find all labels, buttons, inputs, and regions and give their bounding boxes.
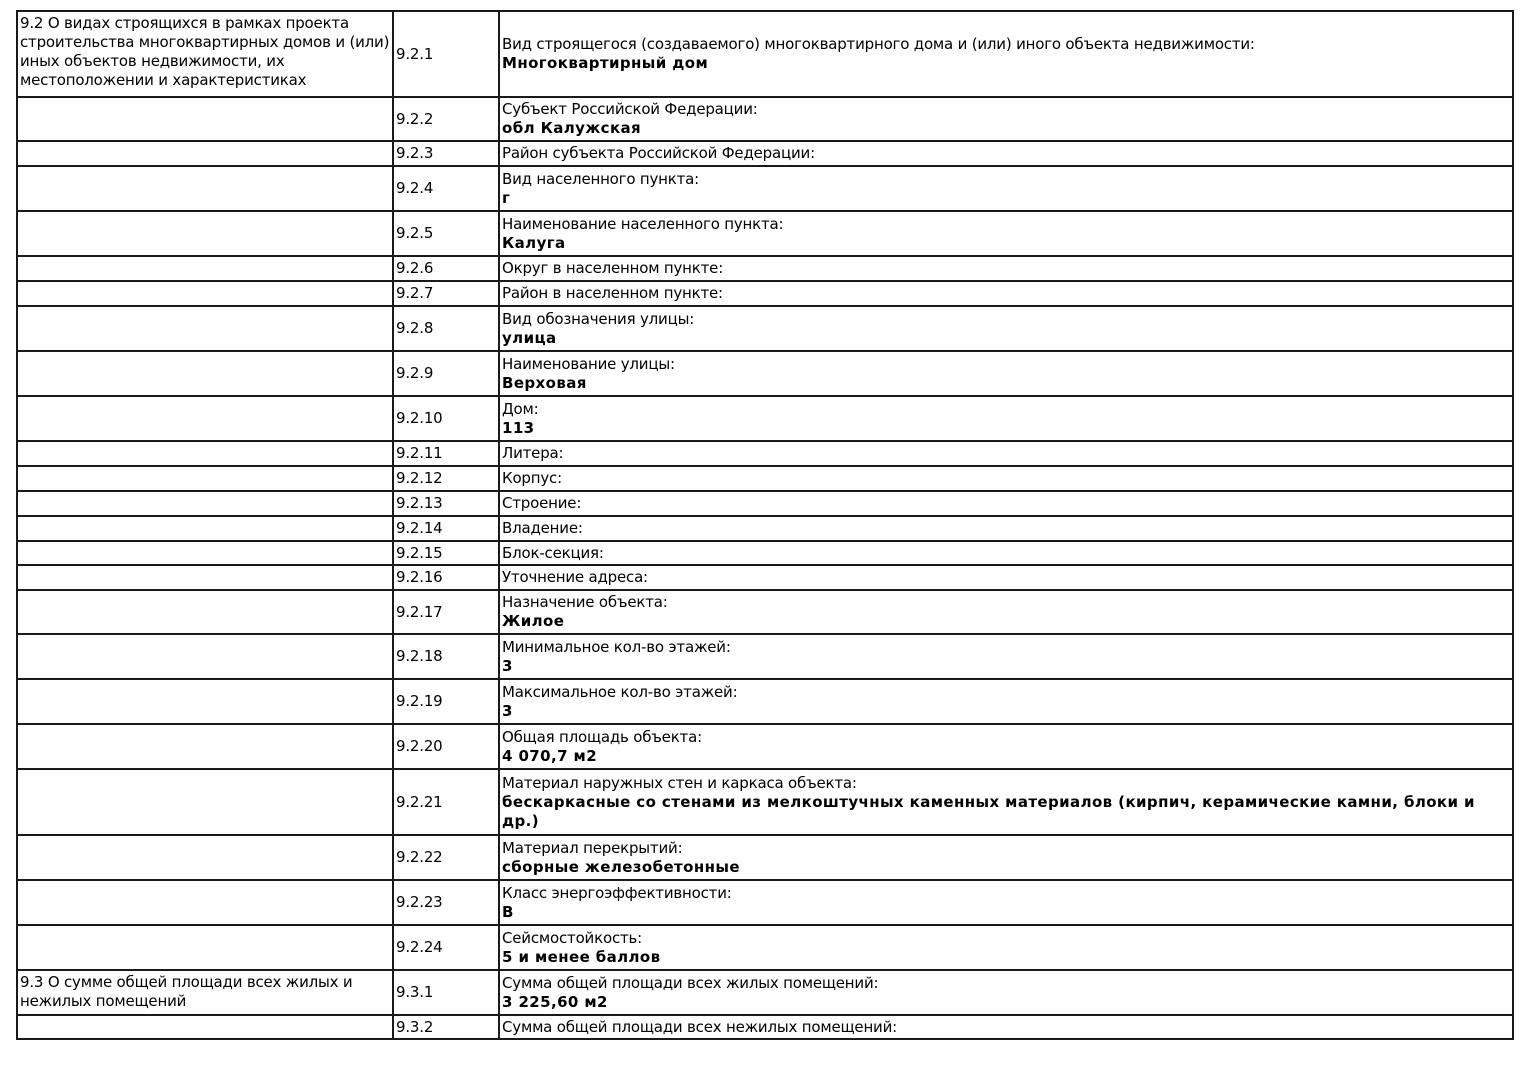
item-content-cell [499,141,1513,166]
item-content-cell [499,441,1513,466]
table-row [17,491,1513,516]
item-content-cell [499,724,1513,769]
field-value: В [502,902,514,921]
item-content-cell [499,565,1513,590]
table-row [17,441,1513,466]
field-value: 3 [502,701,513,720]
field-label: Материал наружных стен и каркаса объекта: [502,773,857,792]
item-code-cell: 9.2.21 [393,769,499,835]
table-row [17,724,1513,769]
section-title-cell [17,925,393,970]
table-row [17,590,1513,634]
field-label: Назначение объекта: [502,593,668,611]
table-row [17,211,1513,256]
item-content-cell [499,970,1513,1015]
section-title-cell [17,491,393,516]
item-code-cell: 9.2.16 [393,565,499,590]
field-label: Общая площадь объекта: [502,727,702,746]
item-code-cell: 9.2.24 [393,925,499,970]
section-title-cell [17,769,393,835]
section-title-cell [17,1015,393,1039]
table-row [17,351,1513,396]
field-label: Наименование населенного пункта: [502,214,784,233]
table-row [17,466,1513,491]
field-value: Калуга [502,233,566,252]
item-code-cell: 9.2.6 [393,256,499,281]
section-title-cell [17,396,393,441]
field-label: Корпус: [502,469,562,487]
item-code-cell: 9.2.14 [393,516,499,541]
table-row [17,541,1513,565]
field-label: Материал перекрытий: [502,838,683,857]
section-title-cell [17,634,393,679]
table-row [17,11,1513,97]
field-value: Многоквартирный дом [502,54,709,72]
item-code-cell: 9.2.4 [393,166,499,211]
section-title-cell [17,351,393,396]
field-value: Верховая [502,373,587,392]
section-title-cell [17,441,393,466]
item-content-cell [499,281,1513,306]
section-title-cell [17,679,393,724]
section-title-cell [17,306,393,351]
item-code-cell: 9.2.17 [393,590,499,634]
item-content-cell [499,306,1513,351]
item-code-cell: 9.2.3 [393,141,499,166]
section-title-cell [17,141,393,166]
item-code-cell: 9.2.18 [393,634,499,679]
field-value: 3 225,60 м2 [502,992,608,1011]
section-title-cell: 9.2 О видах строящихся в рамках проекта строительства многоквартирных домов и (или) иных объектов недвижимости, их местоположении и характеристиках [17,11,393,97]
item-content-cell [499,11,1513,97]
section-title-cell [17,281,393,306]
field-label: Строение: [502,494,582,512]
table-row [17,141,1513,166]
item-content-cell [499,466,1513,491]
item-content-cell [499,679,1513,724]
field-value: улица [502,328,557,347]
item-code-cell: 9.3.2 [393,1015,499,1039]
item-code-cell: 9.2.11 [393,441,499,466]
section-title-cell: 9.3 О сумме общей площади всех жилых и нежилых помещений [17,970,393,1015]
field-value: обл Калужская [502,119,642,137]
item-code-cell: 9.2.23 [393,880,499,925]
table-row [17,1015,1513,1039]
item-content-cell [499,396,1513,441]
item-code-cell: 9.2.1 [393,11,499,97]
field-label: Минимальное кол-во этажей: [502,637,731,656]
item-code-cell: 9.2.9 [393,351,499,396]
field-label: Район в населенном пункте: [502,284,723,302]
table-row [17,769,1513,835]
item-content-cell [499,256,1513,281]
section-title-cell [17,466,393,491]
section-title-cell [17,541,393,565]
table-row [17,880,1513,925]
field-value: г [502,188,511,207]
field-value: 113 [502,418,535,437]
table-row [17,396,1513,441]
item-content-cell [499,541,1513,565]
field-label: Субъект Российской Федерации: [502,100,758,118]
field-label: Округ в населенном пункте: [502,259,724,277]
item-content-cell [499,351,1513,396]
section-title-cell [17,835,393,880]
item-content-cell [499,97,1513,141]
field-value: 5 и менее баллов [502,947,661,966]
field-value: бескаркасные со стенами из мелкоштучных каменных материалов (кирпич, керамические камни, блоки и др.) [502,792,1475,830]
field-label: Сейсмостойкость: [502,928,643,947]
table-row [17,306,1513,351]
item-code-cell: 9.2.8 [393,306,499,351]
table-row [17,565,1513,590]
field-label: Вид строящегося (создаваемого) многоквартирного дома и (или) иного объекта недвижимости: [502,35,1255,53]
item-code-cell: 9.2.22 [393,835,499,880]
item-code-cell: 9.2.2 [393,97,499,141]
item-code-cell: 9.2.5 [393,211,499,256]
section-title-cell [17,97,393,141]
item-content-cell [499,166,1513,211]
field-value: 4 070,7 м2 [502,746,598,765]
item-code-cell: 9.2.15 [393,541,499,565]
item-code-cell: 9.2.19 [393,679,499,724]
table-row [17,281,1513,306]
item-code-cell: 9.2.10 [393,396,499,441]
field-label: Класс энергоэффективности: [502,883,732,902]
item-code-cell: 9.2.13 [393,491,499,516]
field-label: Сумма общей площади всех нежилых помещений: [502,1017,898,1036]
field-label: Литера: [502,444,564,462]
table-row [17,925,1513,970]
table-row [17,970,1513,1015]
item-code-cell: 9.3.1 [393,970,499,1015]
section-title-cell [17,166,393,211]
section-title-cell [17,565,393,590]
field-label: Владение: [502,519,583,537]
item-code-cell: 9.2.20 [393,724,499,769]
section-title-cell [17,256,393,281]
field-label: Вид населенного пункта: [502,169,700,188]
table-row [17,256,1513,281]
item-content-cell [499,516,1513,541]
section-title-cell [17,516,393,541]
field-label: Блок-секция: [502,543,604,562]
table-row [17,516,1513,541]
table-row [17,679,1513,724]
item-content-cell [499,835,1513,880]
item-content-cell [499,769,1513,835]
field-value: Жилое [502,612,565,630]
field-label: Вид обозначения улицы: [502,309,695,328]
field-label: Наименование улицы: [502,354,675,373]
field-label: Уточнение адреса: [502,568,648,586]
section-title-cell [17,724,393,769]
item-content-cell [499,880,1513,925]
item-content-cell [499,1015,1513,1039]
item-content-cell [499,925,1513,970]
item-content-cell [499,634,1513,679]
table-row [17,97,1513,141]
section-title-cell [17,590,393,634]
item-content-cell [499,211,1513,256]
item-content-cell [499,491,1513,516]
field-label: Сумма общей площади всех жилых помещений: [502,973,879,992]
field-label: Район субъекта Российской Федерации: [502,144,815,162]
table-row [17,634,1513,679]
field-label: Максимальное кол-во этажей: [502,682,738,701]
item-content-cell [499,590,1513,634]
table-row [17,166,1513,211]
declaration-table [16,10,1514,1040]
item-code-cell: 9.2.12 [393,466,499,491]
field-label: Дом: [502,399,539,418]
table-row [17,835,1513,880]
section-title-cell [17,880,393,925]
item-code-cell: 9.2.7 [393,281,499,306]
field-value: сборные железобетонные [502,857,740,876]
field-value: 3 [502,656,513,675]
section-title-cell [17,211,393,256]
